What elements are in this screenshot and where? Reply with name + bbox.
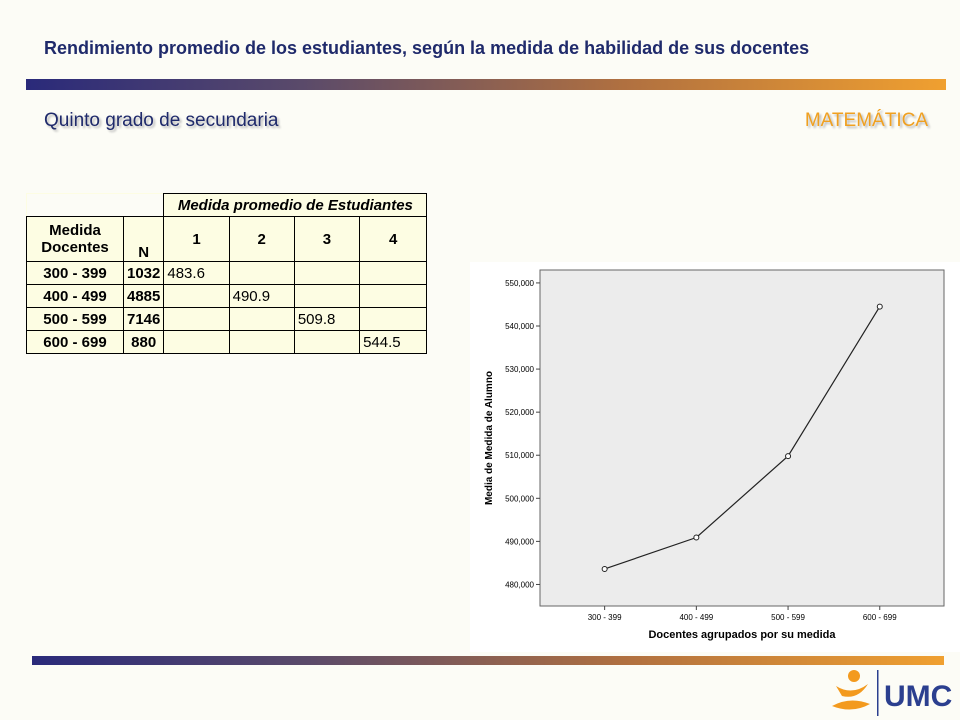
x-tick-label: 500 - 599: [771, 613, 805, 622]
data-point: [877, 304, 882, 309]
row-value: [294, 285, 359, 308]
col-group-1: 1: [164, 217, 229, 262]
x-axis-label: Docentes agrupados por su medida: [648, 629, 836, 641]
line-chart: [470, 262, 960, 652]
logo-swoosh-icon: [836, 684, 868, 697]
umc-logo: [828, 666, 952, 718]
x-tick-label: 400 - 499: [679, 613, 714, 622]
y-tick-label: 500,000: [505, 494, 534, 504]
row-value: [229, 331, 294, 354]
bottom-gradient-bar: [32, 656, 944, 665]
data-point: [694, 535, 699, 540]
row-value: [164, 331, 229, 354]
row-value: [294, 331, 359, 354]
table-row: [27, 285, 427, 308]
y-tick-label: 480,000: [505, 580, 534, 590]
row-value: [164, 308, 229, 331]
line-chart-panel: [470, 262, 960, 652]
row-label: 300 - 399: [27, 262, 124, 285]
group-header: Medida promedio de Estudiantes: [164, 194, 427, 217]
x-tick-label: 300 - 399: [587, 613, 622, 622]
logo-text: UMC: [884, 680, 952, 713]
row-value: 544.5: [360, 331, 427, 354]
y-tick-label: 510,000: [505, 451, 534, 461]
subject-label: MATEMÁTICA: [804, 110, 928, 131]
row-n: 4885: [124, 285, 164, 308]
row-value: [360, 308, 427, 331]
col-docentes-header: Medida Docentes: [27, 217, 124, 262]
row-value: 483.6: [164, 262, 229, 285]
row-value: 490.9: [229, 285, 294, 308]
col-group-4: 4: [360, 217, 427, 262]
table-row: [27, 331, 427, 354]
row-n: 880: [124, 331, 164, 354]
row-value: [360, 285, 427, 308]
y-axis-label: Media de Medida de Alumno: [484, 370, 495, 506]
results-table: [26, 193, 427, 354]
col-group-3: 3: [294, 217, 359, 262]
table-row: [27, 262, 427, 285]
logo-head-icon: [848, 670, 860, 682]
row-value: [164, 285, 229, 308]
row-value: [360, 262, 427, 285]
data-point: [786, 454, 791, 459]
row-n: 7146: [124, 308, 164, 331]
data-point: [602, 566, 607, 571]
grade-subtitle: Quinto grado de secundaria: [44, 110, 279, 131]
page-title: Rendimiento promedio de los estudiantes, según la medida de habilidad de sus docentes: [44, 38, 810, 58]
row-n: 1032: [124, 262, 164, 285]
y-tick-label: 550,000: [505, 278, 534, 288]
logo-base-icon: [832, 700, 870, 709]
table-corner: [27, 194, 164, 217]
y-tick-label: 540,000: [505, 322, 534, 331]
y-tick-label: 520,000: [505, 408, 534, 418]
y-tick-label: 530,000: [505, 365, 534, 375]
row-value: [229, 262, 294, 285]
col-group-2: 2: [229, 217, 294, 262]
row-value: 509.8: [294, 308, 359, 331]
col-n-header: N: [124, 217, 164, 262]
row-value: [294, 262, 359, 285]
row-value: [229, 308, 294, 331]
logo-divider: [877, 670, 879, 716]
plot-area: [540, 270, 944, 606]
row-label: 500 - 599: [27, 308, 124, 331]
x-tick-label: 600 - 699: [862, 613, 897, 622]
row-label: 400 - 499: [27, 285, 124, 308]
top-gradient-bar: [26, 79, 946, 90]
table-row: [27, 308, 427, 331]
y-tick-label: 490,000: [505, 537, 534, 547]
row-label: 600 - 699: [27, 331, 124, 354]
